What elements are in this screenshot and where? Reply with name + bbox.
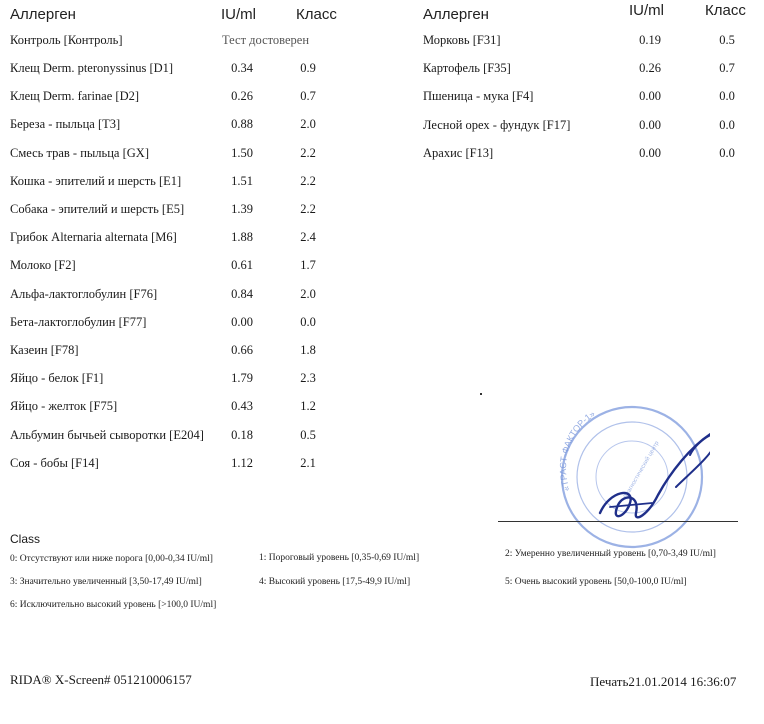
right_table-row-class: 0.0 bbox=[719, 117, 735, 132]
left-header-allergen: Аллерген bbox=[10, 6, 76, 23]
left_table-row-iu: 0.88 bbox=[231, 117, 253, 132]
right_table-row-class: 0.0 bbox=[719, 89, 735, 104]
left_table-row-class: 0.9 bbox=[300, 61, 316, 75]
left_table-row-name: Альфа-лактоглобулин [F76] bbox=[10, 286, 158, 301]
left_table-row-class: 0.5 bbox=[300, 427, 316, 442]
left_table-row-iu: 0.26 bbox=[231, 89, 253, 104]
left_table-row-iu: 0.18 bbox=[231, 427, 253, 442]
left_table-row-class: 1.8 bbox=[300, 343, 316, 357]
left_table-row-class: 0.7 bbox=[300, 89, 316, 104]
left_table-row-name: Смесь трав - пыльца [GX] bbox=[10, 145, 149, 160]
left_table-row-class: 2.1 bbox=[300, 455, 316, 470]
device-serial: RIDA® X-Screen# 051210006157 bbox=[10, 672, 192, 687]
left_table-row-name: Бета-лактоглобулин [F77] bbox=[10, 314, 147, 329]
left_table-row-name: Яйцо - белок [F1] bbox=[10, 371, 104, 386]
left_table-row-iu: 0.61 bbox=[231, 258, 253, 273]
left_table-row-iu: 0.66 bbox=[231, 343, 253, 357]
left_table-row-iu: 1.12 bbox=[231, 455, 253, 470]
left_table-row-name: Клещ Derm. farinae [D2] bbox=[10, 89, 140, 104]
left_table-row-iu: 1.88 bbox=[231, 230, 253, 245]
left_table-row-class: 2.0 bbox=[300, 286, 316, 301]
left_table-row-iu: 1.79 bbox=[231, 371, 253, 386]
left_table-row-name: Казеин [F78] bbox=[10, 343, 79, 357]
right_table-row-iu: 0.00 bbox=[639, 117, 661, 132]
left_table-row-name: Соя - бобы [F14] bbox=[10, 455, 99, 470]
right_table-row-name: Лесной орех - фундук [F17] bbox=[423, 117, 571, 132]
left_table-row-class: 2.4 bbox=[300, 230, 316, 245]
legend-item-6: 6: Исключительно высокий уровень [>100,0 IU/ml] bbox=[10, 600, 217, 610]
legend-item-1: 1: Пороговый уровень [0,35-0,69 IU/ml] bbox=[259, 553, 420, 563]
left_table-row-class: 2.0 bbox=[300, 117, 316, 132]
control-name: Контроль [Контроль] bbox=[10, 33, 123, 47]
left_table-row-name: Собака - эпителий и шерсть [E5] bbox=[10, 202, 185, 216]
left_table-row-name: Грибок Alternaria alternata [M6] bbox=[10, 230, 177, 245]
right_table-row-name: Арахис [F13] bbox=[423, 145, 494, 160]
left_table-row-name: Кошка - эпителий и шерсть [E1] bbox=[10, 173, 182, 188]
left_table-row-iu: 0.34 bbox=[231, 61, 253, 75]
right_table-row-iu: 0.26 bbox=[639, 61, 661, 76]
left_table-row-iu: 1.39 bbox=[231, 202, 253, 216]
right-header-iu: IU/ml bbox=[629, 2, 664, 19]
stamp-arc-text: «ТРАСТ-ФАКТОР-1» bbox=[557, 408, 597, 493]
right_table-row-class: 0.5 bbox=[719, 33, 735, 47]
left_table-row-class: 2.2 bbox=[300, 202, 316, 216]
left_table-row-class: 2.3 bbox=[300, 371, 316, 386]
left_table-row-class: 0.0 bbox=[300, 314, 316, 329]
stamp-inner-text: Диагностический центр bbox=[622, 440, 661, 501]
left_table-row-name: Береза - пыльца [T3] bbox=[10, 117, 121, 132]
left_table-row-iu: 1.51 bbox=[231, 173, 253, 188]
left_table-row-iu: 0.00 bbox=[231, 314, 253, 329]
right_table-row-class: 0.7 bbox=[719, 61, 735, 76]
right_table-row-iu: 0.00 bbox=[639, 89, 661, 104]
legend-item-3: 3: Значительно увеличенный [3,50-17,49 IU/ml] bbox=[10, 577, 202, 587]
legend-item-2: 2: Умеренно увеличенный уровень [0,70-3,49 IU/ml] bbox=[505, 549, 716, 559]
signature-line bbox=[498, 521, 738, 522]
left_table-row-name: Клещ Derm. pteronyssinus [D1] bbox=[10, 61, 174, 75]
left_table-row-iu: 1.50 bbox=[231, 145, 253, 160]
right_table-row-name: Картофель [F35] bbox=[423, 61, 511, 76]
left_table-row-class: 2.2 bbox=[300, 173, 316, 188]
left_table-row-iu: 0.43 bbox=[231, 399, 253, 414]
legend-item-0: 0: Отсутствуют или ниже порога [0,00-0,34 IU/ml] bbox=[10, 554, 213, 564]
right_table-row-name: Пшеница - мука [F4] bbox=[423, 89, 534, 104]
left_table-row-class: 1.7 bbox=[300, 258, 316, 273]
right_table-row-name: Морковь [F31] bbox=[423, 33, 501, 47]
left_table-row-class: 1.2 bbox=[300, 399, 316, 414]
right_table-row-iu: 0.19 bbox=[639, 33, 661, 47]
legend-item-5: 5: Очень высокий уровень [50,0-100,0 IU/ml] bbox=[505, 577, 687, 587]
legend-title: Class bbox=[10, 532, 41, 546]
left_table-row-name: Молоко [F2] bbox=[10, 258, 76, 273]
right_table-row-iu: 0.00 bbox=[639, 145, 661, 160]
left-header-class: Класс bbox=[296, 6, 337, 23]
right_table-row-class: 0.0 bbox=[719, 145, 735, 160]
print-timestamp: Печать21.01.2014 16:36:07 bbox=[590, 674, 737, 689]
round-stamp-icon bbox=[540, 395, 710, 555]
left_table-row-name: Яйцо - желток [F75] bbox=[10, 399, 118, 414]
right-header-class: Класс bbox=[705, 2, 746, 19]
speck bbox=[480, 393, 482, 395]
legend-item-4: 4: Высокий уровень [17,5-49,9 IU/ml] bbox=[259, 577, 411, 587]
right-header-allergen: Аллерген bbox=[423, 6, 489, 23]
control-status: Тест достоверен bbox=[222, 33, 310, 47]
left_table-row-iu: 0.84 bbox=[231, 286, 253, 301]
left-header-iu: IU/ml bbox=[221, 6, 256, 23]
left_table-row-class: 2.2 bbox=[300, 145, 316, 160]
left_table-row-name: Альбумин бычьей сыворотки [E204] bbox=[10, 427, 204, 442]
